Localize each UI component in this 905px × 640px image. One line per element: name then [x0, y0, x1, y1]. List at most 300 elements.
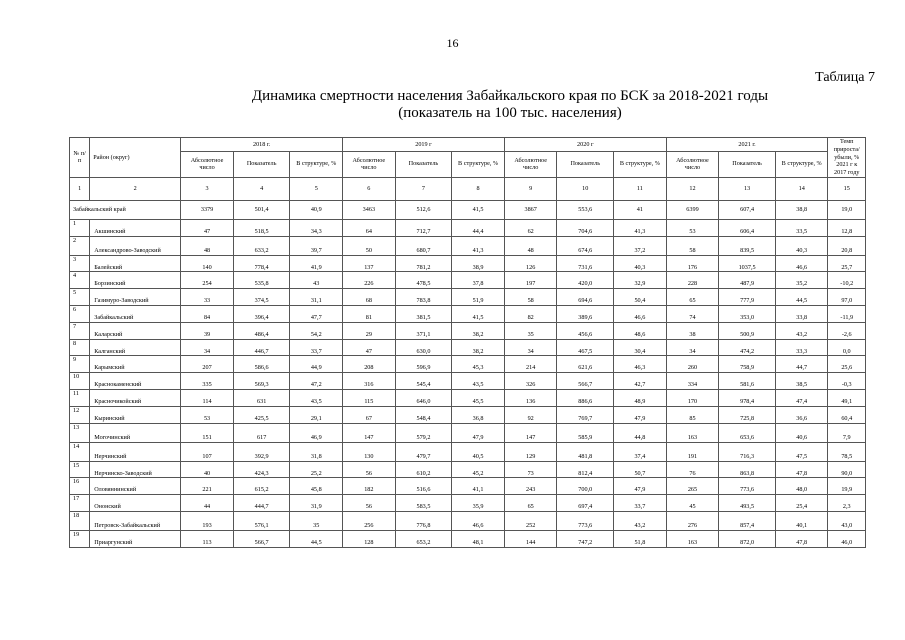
- header-abs-2020: Абсолютное число: [504, 151, 557, 177]
- row-value-cell: 456,6: [557, 322, 614, 339]
- row-value-cell: 221: [181, 478, 234, 495]
- row-value-cell: 758,9: [719, 356, 776, 373]
- total-row: [70, 200, 866, 219]
- title-line-1: Динамика смертности населения Забайкальского края по БСК за 2018-2021 годы: [251, 88, 769, 104]
- row-number: 12: [70, 406, 90, 423]
- row-value-cell: 371,1: [395, 322, 452, 339]
- row-number: 1: [70, 219, 90, 236]
- row-value-cell: 697,4: [557, 495, 614, 512]
- row-district-name: Петровск-Забайкальский: [90, 511, 181, 530]
- row-value-cell: 73: [504, 461, 557, 478]
- row-value-cell: 32,9: [614, 272, 667, 289]
- row-value-cell: 42,7: [614, 373, 667, 390]
- row-value-cell: 479,7: [395, 442, 452, 461]
- table-row: [70, 255, 866, 272]
- row-value-cell: 74: [666, 305, 719, 322]
- row-value-cell: 694,6: [557, 289, 614, 306]
- row-value-cell: 47,9: [452, 423, 505, 442]
- row-value-cell: 208: [343, 356, 396, 373]
- row-value-cell: 392,9: [233, 442, 290, 461]
- row-value-cell: 25,2: [290, 461, 343, 478]
- column-index-cell: 3: [181, 177, 234, 200]
- row-value-cell: 48: [181, 236, 234, 255]
- row-value-cell: 29: [343, 322, 396, 339]
- row-value-cell: 34: [181, 339, 234, 356]
- row-value-cell: 725,8: [719, 406, 776, 423]
- row-number: 8: [70, 339, 90, 356]
- row-value-cell: 136: [504, 389, 557, 406]
- row-value-cell: 45,2: [452, 461, 505, 478]
- row-value-cell: 47: [343, 339, 396, 356]
- row-value-cell: 38,2: [452, 322, 505, 339]
- row-value-cell: 839,5: [719, 236, 776, 255]
- row-value-cell: 47,8: [775, 530, 828, 547]
- row-value-cell: 56: [343, 461, 396, 478]
- row-value-cell: 481,8: [557, 442, 614, 461]
- table-row: [70, 406, 866, 423]
- header-struct-2019: В структуре, %: [452, 151, 505, 177]
- row-value-cell: 34: [666, 339, 719, 356]
- row-value-cell: 2,3: [828, 495, 866, 512]
- row-value-cell: 45,5: [452, 389, 505, 406]
- row-value-cell: 107: [181, 442, 234, 461]
- row-value-cell: 36,8: [452, 406, 505, 423]
- row-value-cell: 773,6: [719, 478, 776, 495]
- header-struct-2018: В структуре, %: [290, 151, 343, 177]
- row-value-cell: 50,7: [614, 461, 667, 478]
- row-value-cell: 863,8: [719, 461, 776, 478]
- row-value-cell: 38: [666, 322, 719, 339]
- row-value-cell: 33,3: [775, 339, 828, 356]
- column-index-cell: 7: [395, 177, 452, 200]
- row-value-cell: 731,6: [557, 255, 614, 272]
- row-value-cell: 621,6: [557, 356, 614, 373]
- row-value-cell: 35: [290, 511, 343, 530]
- row-value-cell: 700,0: [557, 478, 614, 495]
- total-value-cell: 41,5: [452, 200, 505, 219]
- row-value-cell: 631: [233, 389, 290, 406]
- row-value-cell: 487,9: [719, 272, 776, 289]
- header-abs-2019: Абсолютное число: [343, 151, 396, 177]
- mortality-table: [69, 137, 866, 548]
- row-value-cell: 776,8: [395, 511, 452, 530]
- header-rate-2018: Показатель: [233, 151, 290, 177]
- row-value-cell: 581,6: [719, 373, 776, 390]
- row-value-cell: 48,9: [614, 389, 667, 406]
- column-index-cell: 5: [290, 177, 343, 200]
- title-line-2: (показатель на 100 тыс. населения): [398, 105, 622, 121]
- row-value-cell: 50: [343, 236, 396, 255]
- row-value-cell: 43,5: [452, 373, 505, 390]
- row-value-cell: 129: [504, 442, 557, 461]
- row-value-cell: 43,0: [828, 511, 866, 530]
- row-value-cell: 170: [666, 389, 719, 406]
- header-year-2021: 2021 г.: [666, 138, 828, 152]
- row-value-cell: 34,3: [290, 219, 343, 236]
- row-value-cell: 583,5: [395, 495, 452, 512]
- row-value-cell: 44,4: [452, 219, 505, 236]
- row-value-cell: -2,6: [828, 322, 866, 339]
- row-number: 9: [70, 356, 90, 373]
- row-value-cell: 228: [666, 272, 719, 289]
- header-year-2019: 2019 г: [343, 138, 505, 152]
- row-value-cell: 569,3: [233, 373, 290, 390]
- row-number: 14: [70, 442, 90, 461]
- row-value-cell: 566,7: [557, 373, 614, 390]
- row-value-cell: 653,6: [719, 423, 776, 442]
- row-value-cell: 646,0: [395, 389, 452, 406]
- row-value-cell: 47: [181, 219, 234, 236]
- table-row: [70, 272, 866, 289]
- row-value-cell: 617: [233, 423, 290, 442]
- column-index-cell: 14: [775, 177, 828, 200]
- table-title: [60, 88, 905, 122]
- row-district-name: Калганский: [90, 339, 181, 356]
- row-value-cell: 46,9: [290, 423, 343, 442]
- row-value-cell: 518,5: [233, 219, 290, 236]
- row-value-cell: 44,5: [290, 530, 343, 547]
- row-value-cell: 214: [504, 356, 557, 373]
- row-value-cell: 444,7: [233, 495, 290, 512]
- table-row: [70, 389, 866, 406]
- row-number: 13: [70, 423, 90, 442]
- table-row: [70, 478, 866, 495]
- row-value-cell: 39: [181, 322, 234, 339]
- table-row: [70, 289, 866, 306]
- row-value-cell: 44,8: [614, 423, 667, 442]
- total-value-cell: 553,6: [557, 200, 614, 219]
- row-value-cell: 260: [666, 356, 719, 373]
- row-value-cell: 62: [504, 219, 557, 236]
- column-index-cell: 9: [504, 177, 557, 200]
- row-district-name: Ононский: [90, 495, 181, 512]
- row-number: 17: [70, 495, 90, 512]
- row-value-cell: 38,9: [452, 255, 505, 272]
- row-value-cell: 37,4: [614, 442, 667, 461]
- row-district-name: Борзинский: [90, 272, 181, 289]
- row-value-cell: 191: [666, 442, 719, 461]
- row-value-cell: 781,2: [395, 255, 452, 272]
- table-label: Таблица 7: [815, 70, 875, 85]
- table-row: [70, 495, 866, 512]
- row-value-cell: 596,9: [395, 356, 452, 373]
- row-district-name: Кыринский: [90, 406, 181, 423]
- row-value-cell: 44: [181, 495, 234, 512]
- row-value-cell: -11,9: [828, 305, 866, 322]
- row-value-cell: 33,7: [290, 339, 343, 356]
- row-value-cell: 276: [666, 511, 719, 530]
- column-index-cell: 2: [90, 177, 181, 200]
- column-index-cell: 1: [70, 177, 90, 200]
- row-value-cell: 493,5: [719, 495, 776, 512]
- header-abs-2018: Абсолютное число: [181, 151, 234, 177]
- table-row: [70, 236, 866, 255]
- row-value-cell: 43,2: [775, 322, 828, 339]
- row-district-name: Могочинский: [90, 423, 181, 442]
- total-row-name: Забайкальский край: [70, 200, 181, 219]
- row-value-cell: 46,6: [452, 511, 505, 530]
- row-value-cell: 90,0: [828, 461, 866, 478]
- row-value-cell: 25,7: [828, 255, 866, 272]
- row-value-cell: 34: [504, 339, 557, 356]
- row-value-cell: 316: [343, 373, 396, 390]
- row-value-cell: 140: [181, 255, 234, 272]
- row-value-cell: 615,2: [233, 478, 290, 495]
- row-value-cell: 446,7: [233, 339, 290, 356]
- row-value-cell: 20,8: [828, 236, 866, 255]
- table-row: [70, 511, 866, 530]
- row-value-cell: 81: [343, 305, 396, 322]
- row-value-cell: 53: [181, 406, 234, 423]
- row-value-cell: 54,2: [290, 322, 343, 339]
- row-value-cell: 43,5: [290, 389, 343, 406]
- row-value-cell: 84: [181, 305, 234, 322]
- row-value-cell: 46,0: [828, 530, 866, 547]
- row-value-cell: 85: [666, 406, 719, 423]
- row-value-cell: 38,5: [775, 373, 828, 390]
- row-value-cell: 53: [666, 219, 719, 236]
- row-value-cell: 137: [343, 255, 396, 272]
- row-value-cell: 478,5: [395, 272, 452, 289]
- table-row: [70, 373, 866, 390]
- row-value-cell: 326: [504, 373, 557, 390]
- row-value-cell: 43: [290, 272, 343, 289]
- row-value-cell: 43,2: [614, 511, 667, 530]
- row-district-name: Александрово-Заводский: [90, 236, 181, 255]
- row-value-cell: 585,9: [557, 423, 614, 442]
- header-rate-2020: Показатель: [557, 151, 614, 177]
- total-value-cell: 512,6: [395, 200, 452, 219]
- row-number: 19: [70, 530, 90, 547]
- row-value-cell: 265: [666, 478, 719, 495]
- row-value-cell: 64: [343, 219, 396, 236]
- row-value-cell: 151: [181, 423, 234, 442]
- row-value-cell: 163: [666, 530, 719, 547]
- row-value-cell: 47,9: [614, 478, 667, 495]
- row-value-cell: 12,8: [828, 219, 866, 236]
- row-value-cell: 48,1: [452, 530, 505, 547]
- total-value-cell: 3867: [504, 200, 557, 219]
- row-value-cell: 777,9: [719, 289, 776, 306]
- row-value-cell: 425,5: [233, 406, 290, 423]
- row-district-name: Каларский: [90, 322, 181, 339]
- row-value-cell: 47,4: [775, 389, 828, 406]
- header-struct-2020: В структуре, %: [614, 151, 667, 177]
- row-value-cell: 653,2: [395, 530, 452, 547]
- column-index-cell: 4: [233, 177, 290, 200]
- row-value-cell: 747,2: [557, 530, 614, 547]
- row-district-name: Краснокаменский: [90, 373, 181, 390]
- row-value-cell: 144: [504, 530, 557, 547]
- row-number: 2: [70, 236, 90, 255]
- column-index-cell: 8: [452, 177, 505, 200]
- row-number: 6: [70, 305, 90, 322]
- row-value-cell: 35,9: [452, 495, 505, 512]
- row-value-cell: 50,4: [614, 289, 667, 306]
- row-value-cell: 579,2: [395, 423, 452, 442]
- row-value-cell: 7,9: [828, 423, 866, 442]
- row-value-cell: 633,2: [233, 236, 290, 255]
- row-value-cell: 41,3: [452, 236, 505, 255]
- header-growth: Темп прироста/ убыли, % 2021 г к 2017 году: [828, 138, 866, 178]
- row-value-cell: 128: [343, 530, 396, 547]
- row-number: 5: [70, 289, 90, 306]
- row-value-cell: 47,5: [775, 442, 828, 461]
- row-value-cell: 353,0: [719, 305, 776, 322]
- row-value-cell: 19,9: [828, 478, 866, 495]
- row-value-cell: 226: [343, 272, 396, 289]
- row-value-cell: 97,0: [828, 289, 866, 306]
- row-number: 7: [70, 322, 90, 339]
- row-value-cell: 40,5: [452, 442, 505, 461]
- row-value-cell: 47,9: [614, 406, 667, 423]
- total-value-cell: 3379: [181, 200, 234, 219]
- row-value-cell: 46,3: [614, 356, 667, 373]
- row-value-cell: 30,4: [614, 339, 667, 356]
- row-value-cell: 45,3: [452, 356, 505, 373]
- row-district-name: Красночикойский: [90, 389, 181, 406]
- table-row: [70, 423, 866, 442]
- column-index-cell: 13: [719, 177, 776, 200]
- row-value-cell: 49,1: [828, 389, 866, 406]
- row-value-cell: 48,0: [775, 478, 828, 495]
- row-value-cell: 374,5: [233, 289, 290, 306]
- table-row: [70, 356, 866, 373]
- row-value-cell: 566,7: [233, 530, 290, 547]
- row-value-cell: 60,4: [828, 406, 866, 423]
- row-district-name: Нерчинско-Заводский: [90, 461, 181, 478]
- total-value-cell: 607,4: [719, 200, 776, 219]
- row-value-cell: 182: [343, 478, 396, 495]
- row-value-cell: 576,1: [233, 511, 290, 530]
- row-value-cell: 29,1: [290, 406, 343, 423]
- row-value-cell: 41,9: [290, 255, 343, 272]
- row-value-cell: 65: [666, 289, 719, 306]
- row-district-name: Оловяннинский: [90, 478, 181, 495]
- row-value-cell: 31,8: [290, 442, 343, 461]
- row-value-cell: 76: [666, 461, 719, 478]
- row-value-cell: 486,4: [233, 322, 290, 339]
- row-value-cell: 193: [181, 511, 234, 530]
- row-value-cell: 630,0: [395, 339, 452, 356]
- row-value-cell: 40,3: [614, 255, 667, 272]
- column-index-cell: 12: [666, 177, 719, 200]
- row-value-cell: -0,3: [828, 373, 866, 390]
- table-row: [70, 530, 866, 547]
- row-value-cell: 58: [504, 289, 557, 306]
- row-value-cell: 254: [181, 272, 234, 289]
- row-number: 11: [70, 389, 90, 406]
- row-value-cell: 33,5: [775, 219, 828, 236]
- row-value-cell: 115: [343, 389, 396, 406]
- row-district-name: Нерчинский: [90, 442, 181, 461]
- column-index-cell: 10: [557, 177, 614, 200]
- row-value-cell: 33,8: [775, 305, 828, 322]
- row-value-cell: 92: [504, 406, 557, 423]
- row-value-cell: 1037,5: [719, 255, 776, 272]
- row-number: 10: [70, 373, 90, 390]
- row-value-cell: 56: [343, 495, 396, 512]
- row-value-cell: 586,6: [233, 356, 290, 373]
- row-value-cell: 857,4: [719, 511, 776, 530]
- page-number: 16: [446, 36, 459, 50]
- total-value-cell: 38,8: [775, 200, 828, 219]
- row-value-cell: 712,7: [395, 219, 452, 236]
- row-value-cell: 31,1: [290, 289, 343, 306]
- header-abs-2021: Абсолютное число: [666, 151, 719, 177]
- row-value-cell: 516,6: [395, 478, 452, 495]
- row-value-cell: 25,4: [775, 495, 828, 512]
- row-value-cell: 769,7: [557, 406, 614, 423]
- table-row: [70, 322, 866, 339]
- row-value-cell: 872,0: [719, 530, 776, 547]
- total-value-cell: 40,9: [290, 200, 343, 219]
- row-value-cell: 197: [504, 272, 557, 289]
- row-number: 15: [70, 461, 90, 478]
- row-value-cell: 535,8: [233, 272, 290, 289]
- row-value-cell: 44,7: [775, 356, 828, 373]
- row-value-cell: 37,8: [452, 272, 505, 289]
- header-rate-2021: Показатель: [719, 151, 776, 177]
- table-row: [70, 339, 866, 356]
- row-value-cell: 147: [343, 423, 396, 442]
- row-value-cell: 716,3: [719, 442, 776, 461]
- row-value-cell: 33,7: [614, 495, 667, 512]
- row-value-cell: 147: [504, 423, 557, 442]
- column-index-row: [70, 177, 866, 200]
- row-value-cell: 424,3: [233, 461, 290, 478]
- row-value-cell: 51,8: [614, 530, 667, 547]
- row-value-cell: 704,6: [557, 219, 614, 236]
- row-value-cell: 47,2: [290, 373, 343, 390]
- row-value-cell: 68: [343, 289, 396, 306]
- row-number: 4: [70, 272, 90, 289]
- row-value-cell: 606,4: [719, 219, 776, 236]
- column-index-cell: 6: [343, 177, 396, 200]
- header-year-2018: 2018 г.: [181, 138, 343, 152]
- row-value-cell: 46,6: [775, 255, 828, 272]
- row-value-cell: 58: [666, 236, 719, 255]
- row-value-cell: 40: [181, 461, 234, 478]
- header-district: Район (округ): [90, 138, 181, 178]
- row-value-cell: -10,2: [828, 272, 866, 289]
- row-value-cell: 396,4: [233, 305, 290, 322]
- row-value-cell: 680,7: [395, 236, 452, 255]
- row-value-cell: 500,9: [719, 322, 776, 339]
- row-value-cell: 48: [504, 236, 557, 255]
- row-value-cell: 548,4: [395, 406, 452, 423]
- total-value-cell: 3463: [343, 200, 396, 219]
- row-value-cell: 41,1: [452, 478, 505, 495]
- total-value-cell: 19,0: [828, 200, 866, 219]
- header-rate-2019: Показатель: [395, 151, 452, 177]
- row-value-cell: 47,8: [775, 461, 828, 478]
- row-value-cell: 610,2: [395, 461, 452, 478]
- row-value-cell: 39,7: [290, 236, 343, 255]
- column-index-cell: 11: [614, 177, 667, 200]
- row-value-cell: 35: [504, 322, 557, 339]
- row-value-cell: 40,3: [775, 236, 828, 255]
- row-value-cell: 335: [181, 373, 234, 390]
- row-value-cell: 38,2: [452, 339, 505, 356]
- row-value-cell: 886,6: [557, 389, 614, 406]
- row-value-cell: 978,4: [719, 389, 776, 406]
- row-value-cell: 78,5: [828, 442, 866, 461]
- total-value-cell: 501,4: [233, 200, 290, 219]
- row-value-cell: 31,9: [290, 495, 343, 512]
- row-value-cell: 783,8: [395, 289, 452, 306]
- row-district-name: Карымский: [90, 356, 181, 373]
